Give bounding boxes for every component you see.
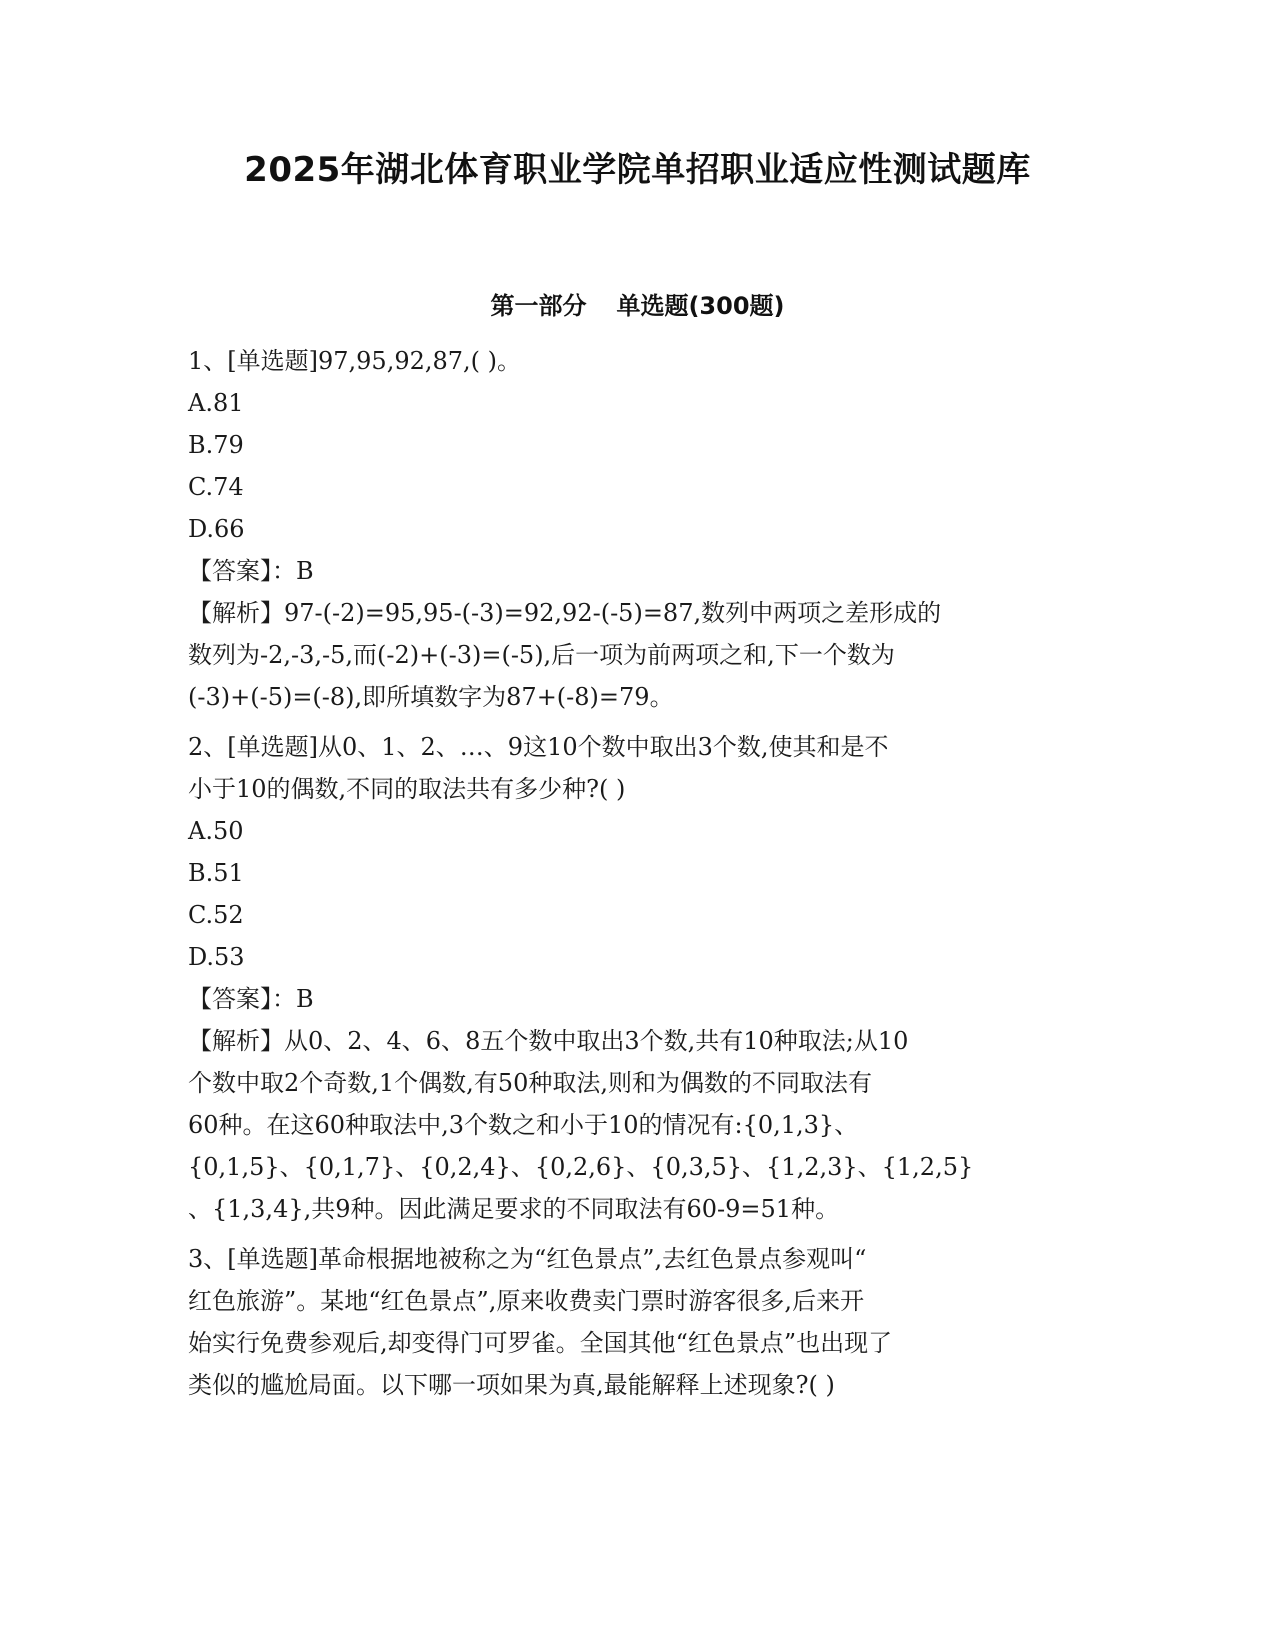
analysis-line: 60种。在这60种取法中,3个数之和小于10的情况有:{0,1,3}、 xyxy=(188,1111,859,1139)
question-stem-line: 2、[单选题]从0、1、2、…、9这10个数中取出3个数,使其和是不 xyxy=(188,733,889,761)
option-a: A.81 xyxy=(188,389,244,417)
section-part-label: 第一部分 xyxy=(490,292,587,320)
option-d: D.53 xyxy=(188,943,245,971)
question-3 xyxy=(188,1238,1088,1406)
option-a: A.50 xyxy=(188,817,244,845)
questions-body xyxy=(188,340,1088,1406)
option-b: B.79 xyxy=(188,431,244,459)
section-heading xyxy=(0,290,1275,322)
analysis-line: 【解析】97-(-2)=95,95-(-3)=92,92-(-5)=87,数列中两项之差形成的 xyxy=(188,599,942,627)
analysis-line: {0,1,5}、{0,1,7}、{0,2,4}、{0,2,6}、{0,3,5}、{1,2,3}、{1,2,5} xyxy=(188,1153,974,1181)
question-stem-line: 类似的尴尬局面。以下哪一项如果为真,最能解释上述现象?( ) xyxy=(188,1371,835,1399)
option-d: D.66 xyxy=(188,515,245,543)
analysis-line: 、{1,3,4},共9种。因此满足要求的不同取法有60-9=51种。 xyxy=(188,1195,840,1223)
question-stem-line: 始实行免费参观后,却变得门可罗雀。全国其他“红色景点”也出现了 xyxy=(188,1329,893,1357)
question-stem-line: 1、[单选题]97,95,92,87,( )。 xyxy=(188,347,522,375)
question-2 xyxy=(188,726,1088,1230)
option-c: C.74 xyxy=(188,473,244,501)
document-title: 2025年湖北体育职业学院单招职业适应性测试题库 xyxy=(244,150,1031,190)
question-stem-line: 红色旅游”。某地“红色景点”,原来收费卖门票时游客很多,后来开 xyxy=(188,1287,865,1315)
question-stem-line: 3、[单选题]革命根据地被称之为“红色景点”,去红色景点参观叫“ xyxy=(188,1245,867,1273)
analysis-line: 数列为-2,-3,-5,而(-2)+(-3)=(-5),后一项为前两项之和,下一个数为 xyxy=(188,641,895,669)
option-c: C.52 xyxy=(188,901,244,929)
analysis-line: 个数中取2个奇数,1个偶数,有50种取法,则和为偶数的不同取法有 xyxy=(188,1069,872,1097)
analysis-line: (-3)+(-5)=(-8),即所填数字为87+(-8)=79。 xyxy=(188,683,674,711)
question-stem-line: 小于10的偶数,不同的取法共有多少种?( ) xyxy=(188,775,626,803)
analysis-line: 【解析】从0、2、4、6、8五个数中取出3个数,共有10种取法;从10 xyxy=(188,1027,909,1055)
answer-line: 【答案】：B xyxy=(188,557,314,585)
option-b: B.51 xyxy=(188,859,244,887)
section-name-label: 单选题(300题) xyxy=(616,292,785,320)
question-1 xyxy=(188,340,1088,718)
answer-line: 【答案】：B xyxy=(188,985,314,1013)
